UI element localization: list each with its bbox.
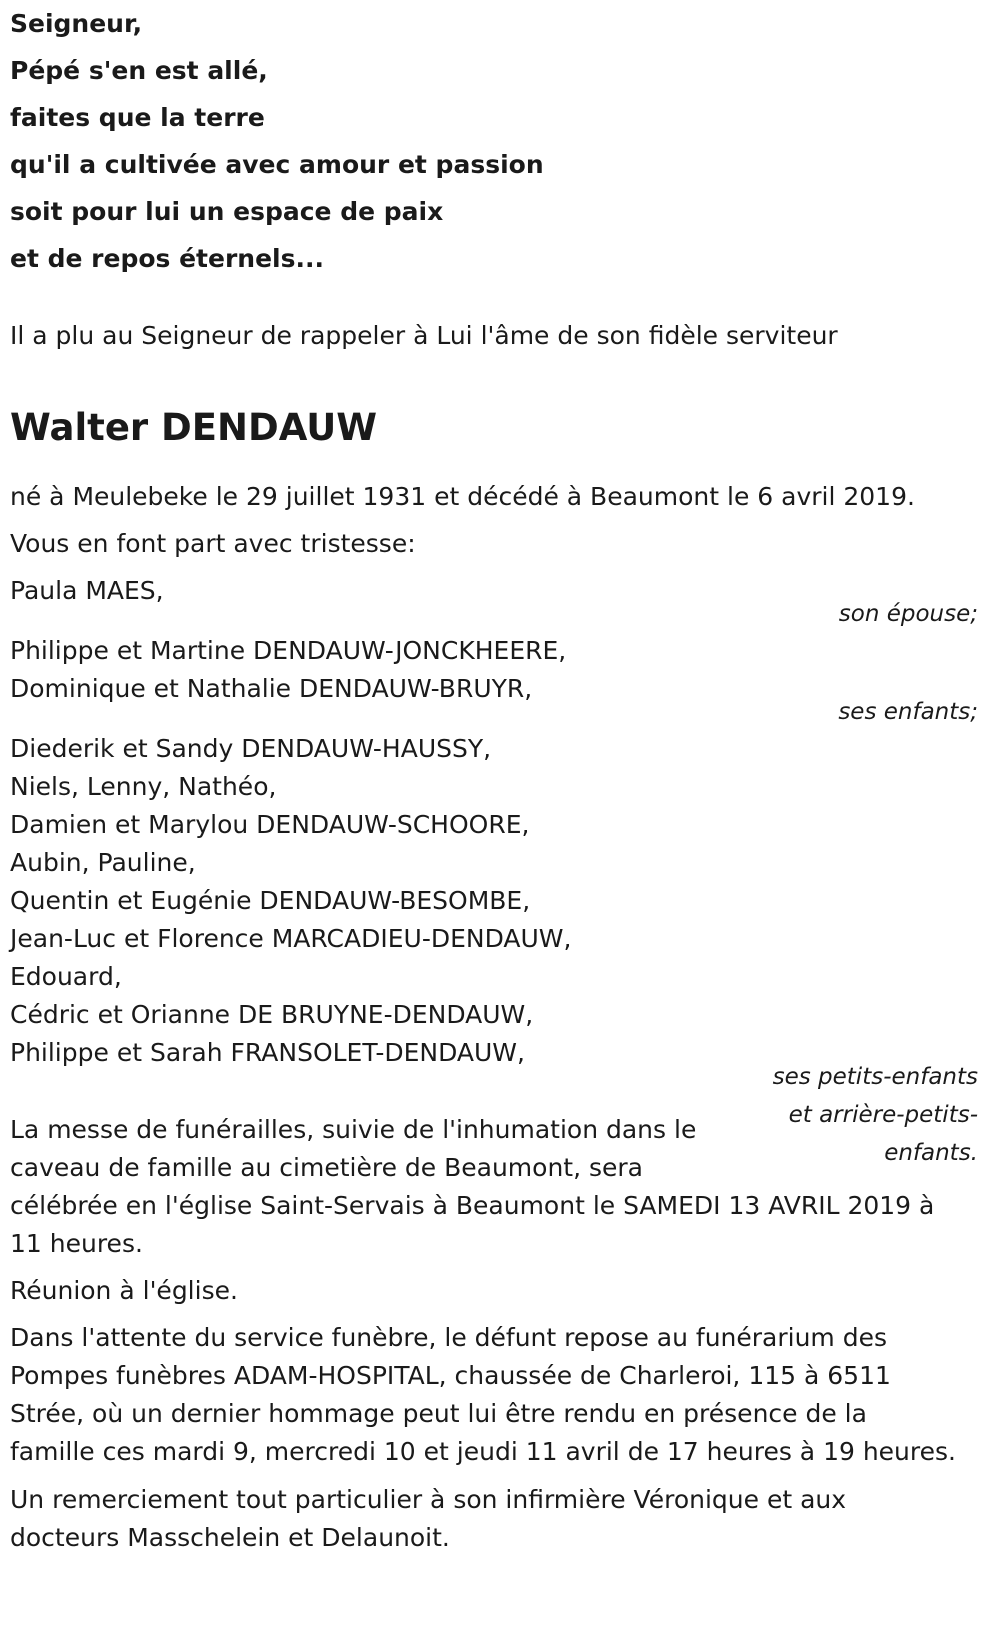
poem-line: faites que la terre xyxy=(10,103,265,132)
grandchild-name: Damien et Marylou DENDAUW-SCHOORE, xyxy=(10,810,530,839)
grandchildren-role-line: et arrière-petits- xyxy=(788,1102,978,1128)
grandchild-name: Jean-Luc et Florence MARCADIEU-DENDAUW, xyxy=(10,924,572,953)
grandchild-name: Niels, Lenny, Nathéo, xyxy=(10,772,277,801)
announce-text: Vous en font part avec tristesse: xyxy=(10,529,416,558)
grandchild-name: Diederik et Sandy DENDAUW-HAUSSY, xyxy=(10,734,492,763)
grandchildren-role-line: enfants. xyxy=(884,1140,978,1166)
thanks-line: Un remerciement tout particulier à son infirmière Véronique et aux xyxy=(10,1485,847,1514)
birth-death-text: né à Meulebeke le 29 juillet 1931 et décédé à Beaumont le 6 avril 2019. xyxy=(10,482,915,511)
grandchild-name: Cédric et Orianne DE BRUYNE-DENDAUW, xyxy=(10,1000,534,1029)
grandchild-name: Quentin et Eugénie DENDAUW-BESOMBE, xyxy=(10,886,531,915)
spouse-name: Paula MAES, xyxy=(10,576,164,605)
intro-text: Il a plu au Seigneur de rappeler à Lui l'âme de son fidèle serviteur xyxy=(10,321,838,350)
poem-line: Pépé s'en est allé, xyxy=(10,56,268,85)
funerarium-line: famille ces mardi 9, mercredi 10 et jeudi 11 avril de 17 heures à 19 heures. xyxy=(10,1437,956,1466)
poem-line: et de repos éternels... xyxy=(10,244,324,273)
funerarium-line: Pompes funèbres ADAM-HOSPITAL, chaussée de Charleroi, 115 à 6511 xyxy=(10,1361,891,1390)
deceased-name: Walter DENDAUW xyxy=(10,406,378,449)
thanks-line: docteurs Masschelein et Delaunoit. xyxy=(10,1523,450,1552)
spouse-role: son épouse; xyxy=(838,601,978,627)
poem-line: qu'il a cultivée avec amour et passion xyxy=(10,150,544,179)
funeral-line: 11 heures. xyxy=(10,1229,143,1258)
grandchild-name: Philippe et Sarah FRANSOLET-DENDAUW, xyxy=(10,1038,525,1067)
funerarium-line: Dans l'attente du service funèbre, le défunt repose au funérarium des xyxy=(10,1323,888,1352)
reunion-text: Réunion à l'église. xyxy=(10,1276,238,1305)
funeral-line: célébrée en l'église Saint-Servais à Beaumont le SAMEDI 13 AVRIL 2019 à xyxy=(10,1191,935,1220)
funeral-line: La messe de funérailles, suivie de l'inhumation dans le xyxy=(10,1115,697,1144)
children-role: ses enfants; xyxy=(838,699,978,725)
child-name: Philippe et Martine DENDAUW-JONCKHEERE, xyxy=(10,636,567,665)
grandchild-name: Aubin, Pauline, xyxy=(10,848,196,877)
grandchild-name: Edouard, xyxy=(10,962,122,991)
funeral-line: caveau de famille au cimetière de Beaumont, sera xyxy=(10,1153,643,1182)
child-name: Dominique et Nathalie DENDAUW-BRUYR, xyxy=(10,674,533,703)
funerarium-line: Strée, où un dernier hommage peut lui être rendu en présence de la xyxy=(10,1399,867,1428)
grandchildren-role-line: ses petits-enfants xyxy=(772,1064,978,1090)
poem-line: Seigneur, xyxy=(10,9,143,38)
poem-line: soit pour lui un espace de paix xyxy=(10,197,444,226)
